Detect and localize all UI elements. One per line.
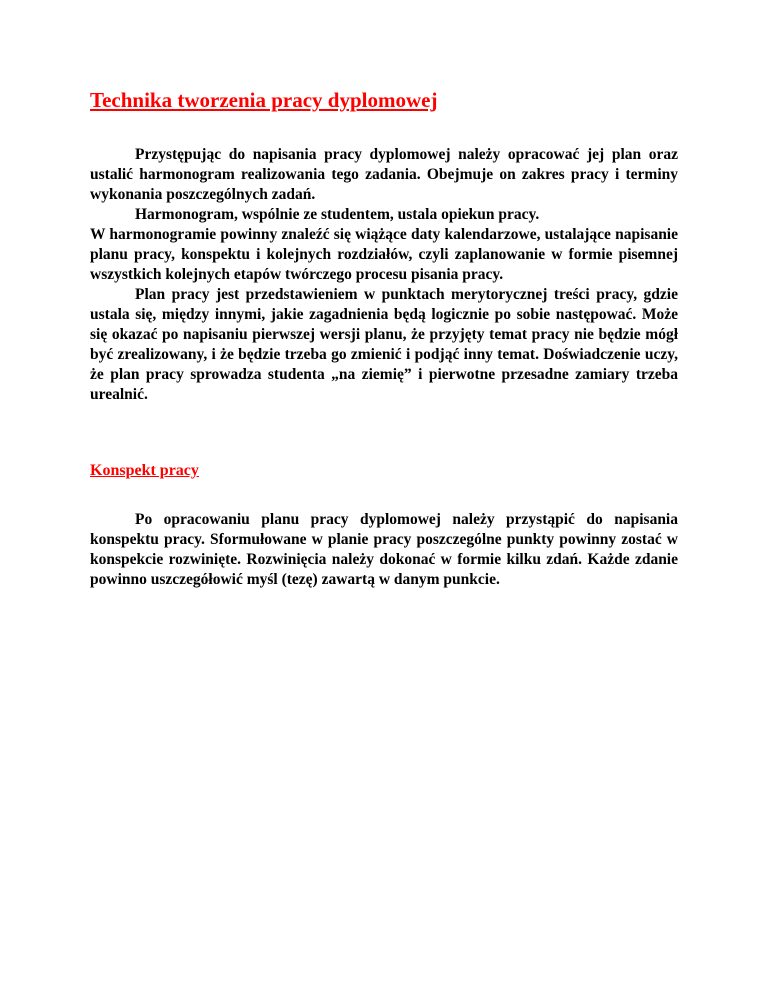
document-title: Technika tworzenia pracy dyplomowej bbox=[90, 88, 438, 112]
paragraph: Przystępując do napisania pracy dyplomowej należy opracować jej plan oraz ustalić harmonogram realizowania tego zadania. Obejmuje on zakres pracy i terminy wykonania poszczególnych zadań. bbox=[90, 146, 678, 203]
paragraph: W harmonogramie powinny znaleźć się wiążące daty kalendarzowe, ustalające napisanie planu pracy, konspektu i kolejnych rozdziałów, czyli zaplanowanie w formie pisemnej wszystkich kolejnych etapów twórczego procesu pisania pracy. bbox=[90, 226, 678, 283]
konspekt-section bbox=[90, 510, 678, 590]
section-heading: Konspekt pracy bbox=[90, 462, 199, 479]
paragraph: Plan pracy jest przedstawieniem w punktach merytorycznej treści pracy, gdzie ustala się, między innymi, jakie zagadnienia będą logicznie po sobie następować. Może się okazać po napisaniu pierwszej wersji planu, że przyjęty temat pracy nie będzie mógł być zrealizowany, i że będzie trzeba go zmienić i podjąć inny temat. Doświadczenie uczy, że plan pracy sprowadza studenta „na ziemię” i pierwotne przesadne zamiary trzeba urealnić. bbox=[90, 286, 678, 403]
paragraph: Po opracowaniu planu pracy dyplomowej należy przystąpić do napisania konspektu pracy. Sformułowane w planie pracy poszczególne punkty powinny zostać w konspekcie rozwinięte. Rozwinięcia należy dokonać w formie kilku zdań. Każde zdanie powinno uszczegółowić myśl (tezę) zawartą w danym punkcie. bbox=[90, 511, 678, 588]
intro-section bbox=[90, 145, 678, 405]
paragraph: Harmonogram, wspólnie ze studentem, ustala opiekun pracy. bbox=[135, 206, 540, 223]
